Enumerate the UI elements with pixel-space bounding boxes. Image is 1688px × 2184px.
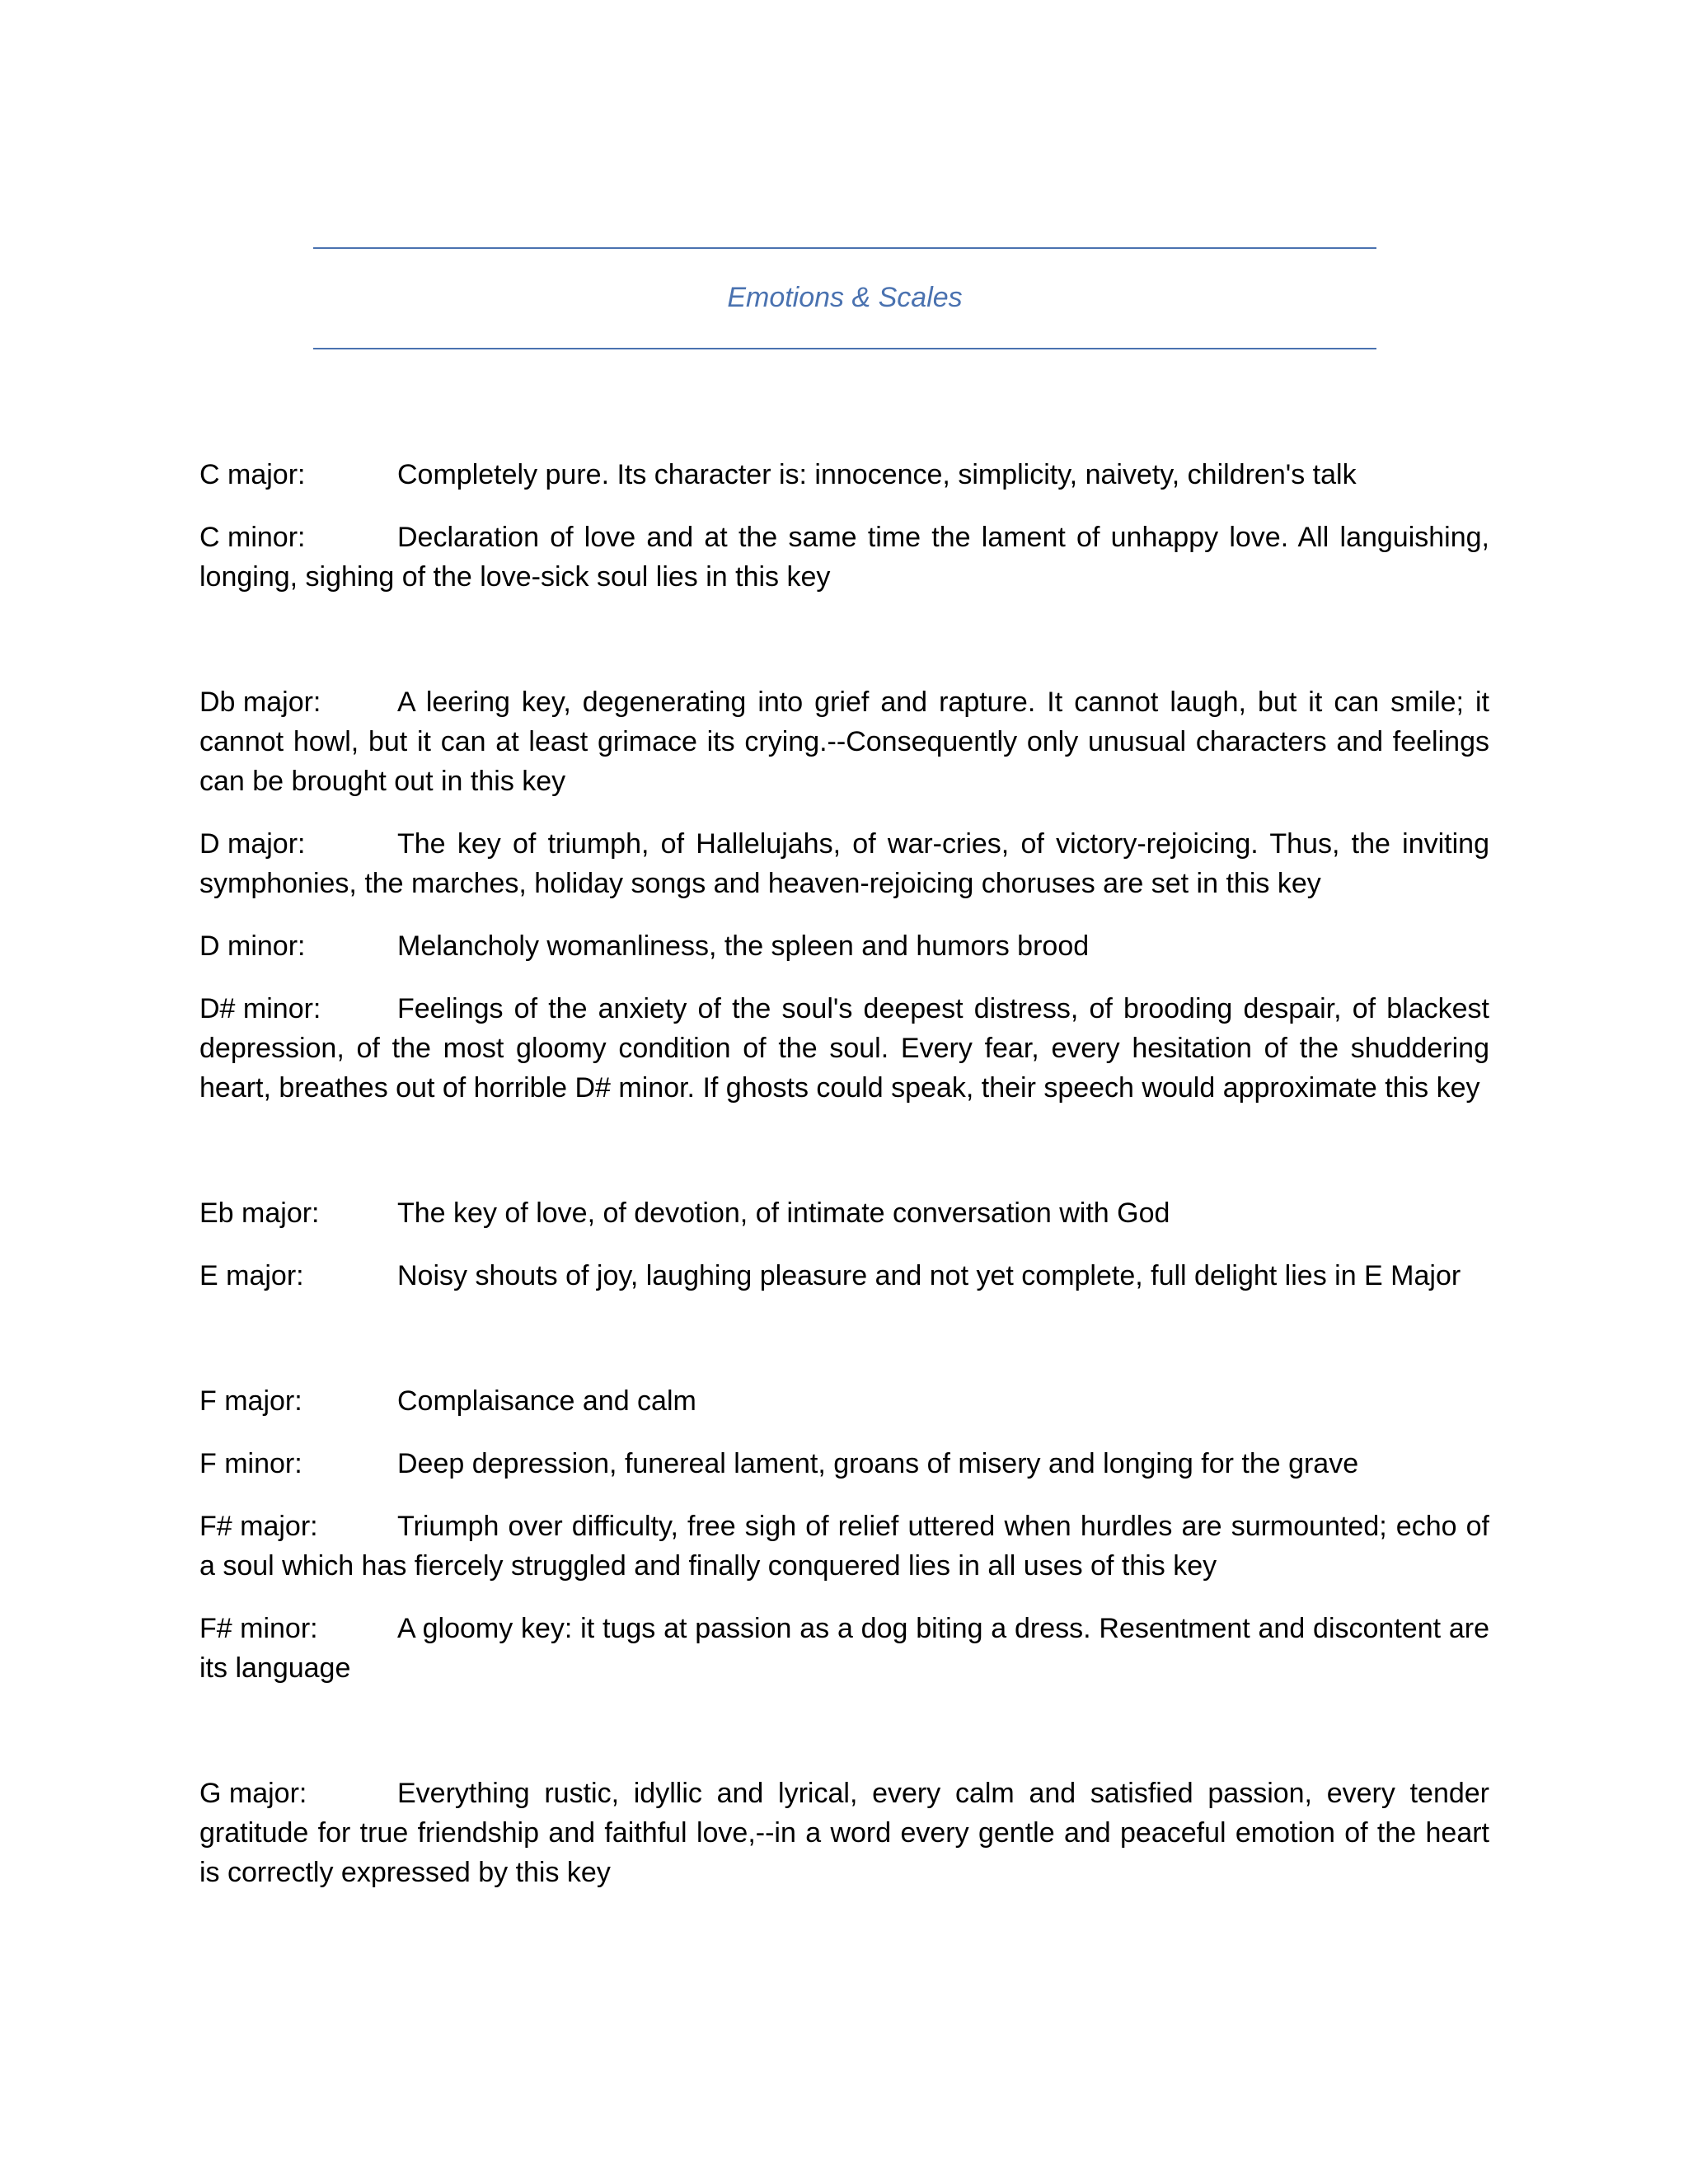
entry-c-minor — [199, 518, 1489, 597]
entry-key: F# minor: — [199, 1613, 318, 1644]
entry-text: Feelings of the anxiety of the soul's deepest distress, of brooding despair, of blackest depression, of the most gloomy condition of the soul. Every fear, every hesitation of the shuddering heart, breathes out of horrible D# minor. If ghosts could speak, their speech would approximate this key — [199, 993, 1489, 1104]
entry-f-minor — [199, 1444, 1489, 1483]
entry-text: Noisy shouts of joy, laughing pleasure and not yet complete, full delight lies in E Major — [397, 1260, 1461, 1291]
entry-key: F major: — [199, 1385, 302, 1417]
entry-eb-major — [199, 1193, 1489, 1233]
entry-text: The key of love, of devotion, of intimate conversation with God — [397, 1197, 1170, 1229]
entry-text: A gloomy key: it tugs at passion as a dog biting a dress. Resentment and discontent are its language — [199, 1613, 1489, 1684]
entry-db-major — [199, 682, 1489, 801]
document-title: Emotions & Scales — [727, 282, 963, 313]
entry-key: D# minor: — [199, 993, 321, 1024]
entry-d-sharp-minor — [199, 989, 1489, 1108]
entry-text: Triumph over difficulty, free sigh of relief uttered when hurdles are surmounted; echo of a soul which has fiercely struggled and finally conquered lies in all uses of this key — [199, 1511, 1489, 1582]
entry-text: Declaration of love and at the same time the lament of unhappy love. All languishing, longing, sighing of the love-sick soul lies in this key — [199, 522, 1489, 593]
entry-f-major — [199, 1381, 1489, 1421]
entry-text: A leering key, degenerating into grief and rapture. It cannot laugh, but it can smile; it cannot howl, but it can at least grimace its crying.--Consequently only unusual characters and feelings can be brought out in this key — [199, 687, 1489, 797]
entry-text: Completely pure. Its character is: innocence, simplicity, naivety, children's talk — [397, 459, 1357, 490]
entry-key: Db major: — [199, 687, 321, 718]
entry-d-major — [199, 824, 1489, 903]
entry-key: E major: — [199, 1260, 304, 1291]
entry-key: C major: — [199, 459, 306, 490]
entry-text: The key of triumph, of Hallelujahs, of war-cries, of victory-rejoicing. Thus, the inviting symphonies, the marches, holiday songs and heaven-rejoicing choruses are set in this key — [199, 828, 1489, 899]
entry-text: Everything rustic, idyllic and lyrical, every calm and satisfied passion, every tender gratitude for true friendship and faithful love,--in a word every gentle and peaceful emotion of the heart is correctly expressed by this key — [199, 1778, 1489, 1888]
entry-key: F# major: — [199, 1511, 318, 1542]
entry-text: Melancholy womanliness, the spleen and humors brood — [397, 930, 1090, 962]
entry-key: D minor: — [199, 930, 306, 962]
entry-key: G major: — [199, 1778, 307, 1809]
entry-f-sharp-minor — [199, 1609, 1489, 1688]
title-block — [313, 247, 1376, 349]
entry-text: Complaisance and calm — [397, 1385, 696, 1417]
entry-e-major — [199, 1256, 1489, 1296]
entry-key: Eb major: — [199, 1197, 320, 1229]
entry-key: C minor: — [199, 522, 306, 553]
entry-key: D major: — [199, 828, 306, 860]
entry-text: Deep depression, funereal lament, groans of misery and longing for the grave — [397, 1448, 1359, 1479]
entry-d-minor — [199, 926, 1489, 966]
entry-g-major — [199, 1774, 1489, 1892]
entry-f-sharp-major — [199, 1507, 1489, 1586]
entry-key: F minor: — [199, 1448, 302, 1479]
entry-c-major — [199, 455, 1489, 494]
scale-entries — [199, 455, 1489, 1915]
